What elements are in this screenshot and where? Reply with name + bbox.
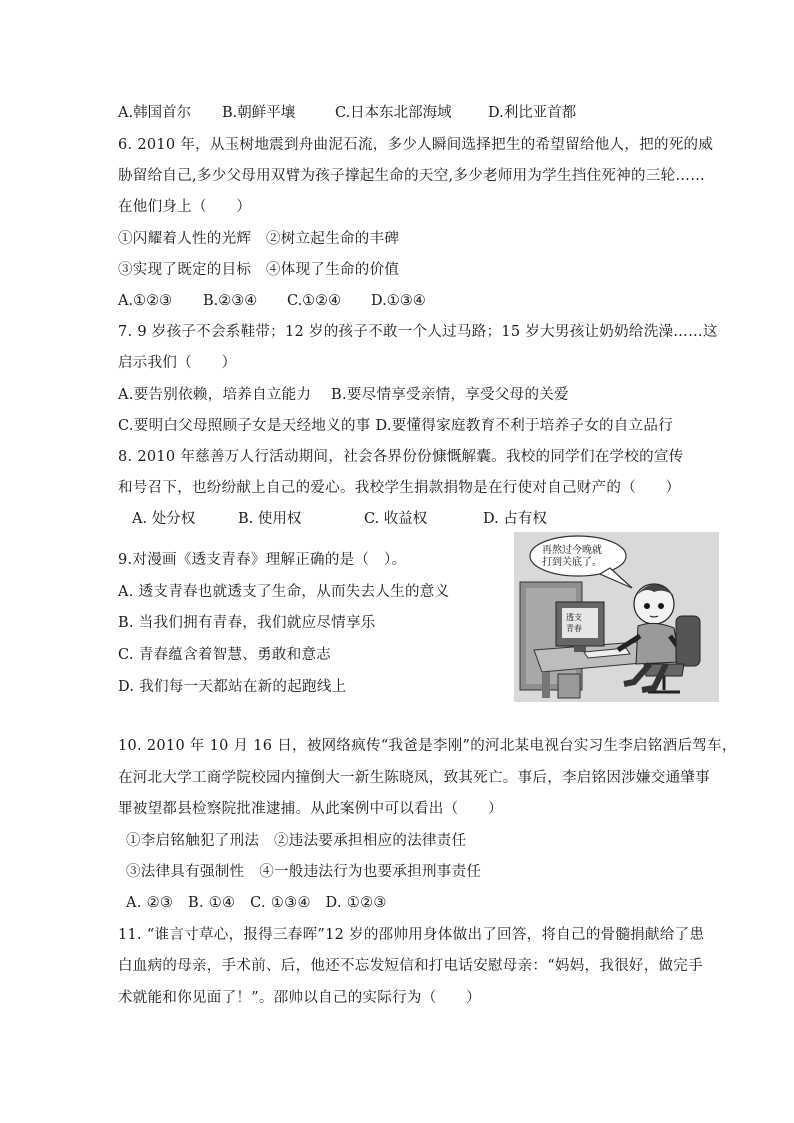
q6-option-d: D.①③④ bbox=[371, 293, 426, 309]
q10-stem-line-3: 罪被望都县检察院批准逮捕。从此案例中可以看出（ ） bbox=[118, 801, 503, 817]
q10-item-line-1: ①李启铭触犯了刑法 ②违法要承担相应的法律责任 bbox=[126, 833, 467, 849]
q8-option-d: D. 占有权 bbox=[483, 511, 547, 527]
q11-stem-line-2: 白血病的母亲，手术前、后，他还不忘发短信和打电话安慰母亲：“妈妈，我很好，做完手 bbox=[118, 958, 703, 974]
q10-stem-line-2: 在河北大学工商学院校园内撞倒大一新生陈晓凤，致其死亡。事后，李启铭因涉嫌交通肇事 bbox=[118, 770, 710, 786]
q11-stem-line-1: 11. “谁言寸草心，报得三春晖”12 岁的邵帅用身体做出了回答，将自己的骨髓捐献给了患 bbox=[118, 927, 705, 943]
q8-option-b: B. 使用权 bbox=[238, 511, 302, 527]
q6-stem-line-1: 6. 2010 年，从玉树地震到舟曲泥石流，多少人瞬间选择把生的希望留给他人，把的死的威 bbox=[118, 137, 714, 153]
q6-stem-line-3: 在他们身上（ ） bbox=[118, 199, 252, 215]
q9-option-b: B. 当我们拥有青春，我们就应尽情享乐 bbox=[118, 615, 376, 631]
overdraw-youth-cartoon bbox=[514, 532, 719, 702]
q5-option-a: A.韩国首尔 bbox=[118, 105, 192, 121]
q10-options: A. ②③ B. ①④ C. ①③④ D. ①②③ bbox=[126, 895, 387, 911]
q7-stem-line-2: 启示我们（ ） bbox=[118, 355, 237, 371]
q8-option-a: A. 处分权 bbox=[132, 511, 196, 527]
q5-option-c: C.日本东北部海域 bbox=[335, 105, 452, 121]
q9-option-c: C. 青春蕴含着智慧、勇敢和意志 bbox=[118, 647, 332, 663]
q10-item-line-2: ③法律具有强制性 ④一般违法行为也要承担刑事责任 bbox=[126, 864, 482, 880]
cartoon-bubble-line-2: 打到关底了。 bbox=[542, 557, 602, 568]
q11-stem-line-3: 术就能和你见面了！”。邵帅以自己的实际行为（ ） bbox=[118, 990, 481, 1006]
q6-stem-line-2: 胁留给自己,多少父母用双臂为孩子撑起生命的天空,多少老师用为学生挡住死神的三轮…… bbox=[118, 168, 706, 184]
cartoon-bubble-line-1: 再熬过今晚就 bbox=[542, 545, 602, 556]
cartoon-screen-line-1: 透支 bbox=[566, 613, 582, 622]
q6-option-c: C.①②④ bbox=[287, 293, 342, 309]
q7-stem-line-1: 7. 9 岁孩子不会系鞋带；12 岁的孩子不敢一个人过马路；15 岁大男孩让奶奶给洗澡……这 bbox=[118, 324, 718, 340]
q5-option-d: D.利比亚首都 bbox=[488, 105, 577, 121]
cartoon-screen-line-2: 青春 bbox=[566, 624, 582, 633]
q8-stem-line-2: 和号召下，也纷纷献上自己的爱心。我校学生捐款捐物是在行使对自己财产的（ ） bbox=[118, 480, 681, 496]
q9-option-d: D. 我们每一天都站在新的起跑线上 bbox=[118, 679, 347, 695]
q6-item-line-2: ③实现了既定的目标 ④体现了生命的价值 bbox=[118, 262, 400, 278]
q9-option-a: A. 透支青春也就透支了生命，从而失去人生的意义 bbox=[118, 584, 450, 600]
q6-item-line-1: ①闪耀着人性的光辉 ②树立起生命的丰碑 bbox=[118, 231, 400, 247]
q6-option-a: A.①②③ bbox=[118, 293, 173, 309]
q7-option-line-1: A.要告别依赖，培养自立能力 B.要尽情享受亲情，享受父母的关爱 bbox=[118, 387, 569, 403]
q8-option-c: C. 收益权 bbox=[364, 511, 428, 527]
q9-stem: 9.对漫画《透支青春》理解正确的是（ ）。 bbox=[118, 552, 407, 568]
q8-stem-line-1: 8. 2010 年慈善万人行活动期间，社会各界份份慷慨解囊。我校的同学们在学校的宣传 bbox=[118, 449, 684, 465]
q7-option-line-2: C.要明白父母照顾子女是天经地义的事 D.要懂得家庭教育不利于培养子女的自立品行 bbox=[118, 418, 674, 434]
q10-stem-line-1: 10. 2010 年 10 月 16 日，被网络疯传“我爸是李刚”的河北某电视台实习生李启铭酒后驾车， bbox=[118, 738, 737, 754]
q6-option-b: B.②③④ bbox=[203, 293, 258, 309]
q5-option-b: B.朝鲜平壤 bbox=[222, 105, 296, 121]
